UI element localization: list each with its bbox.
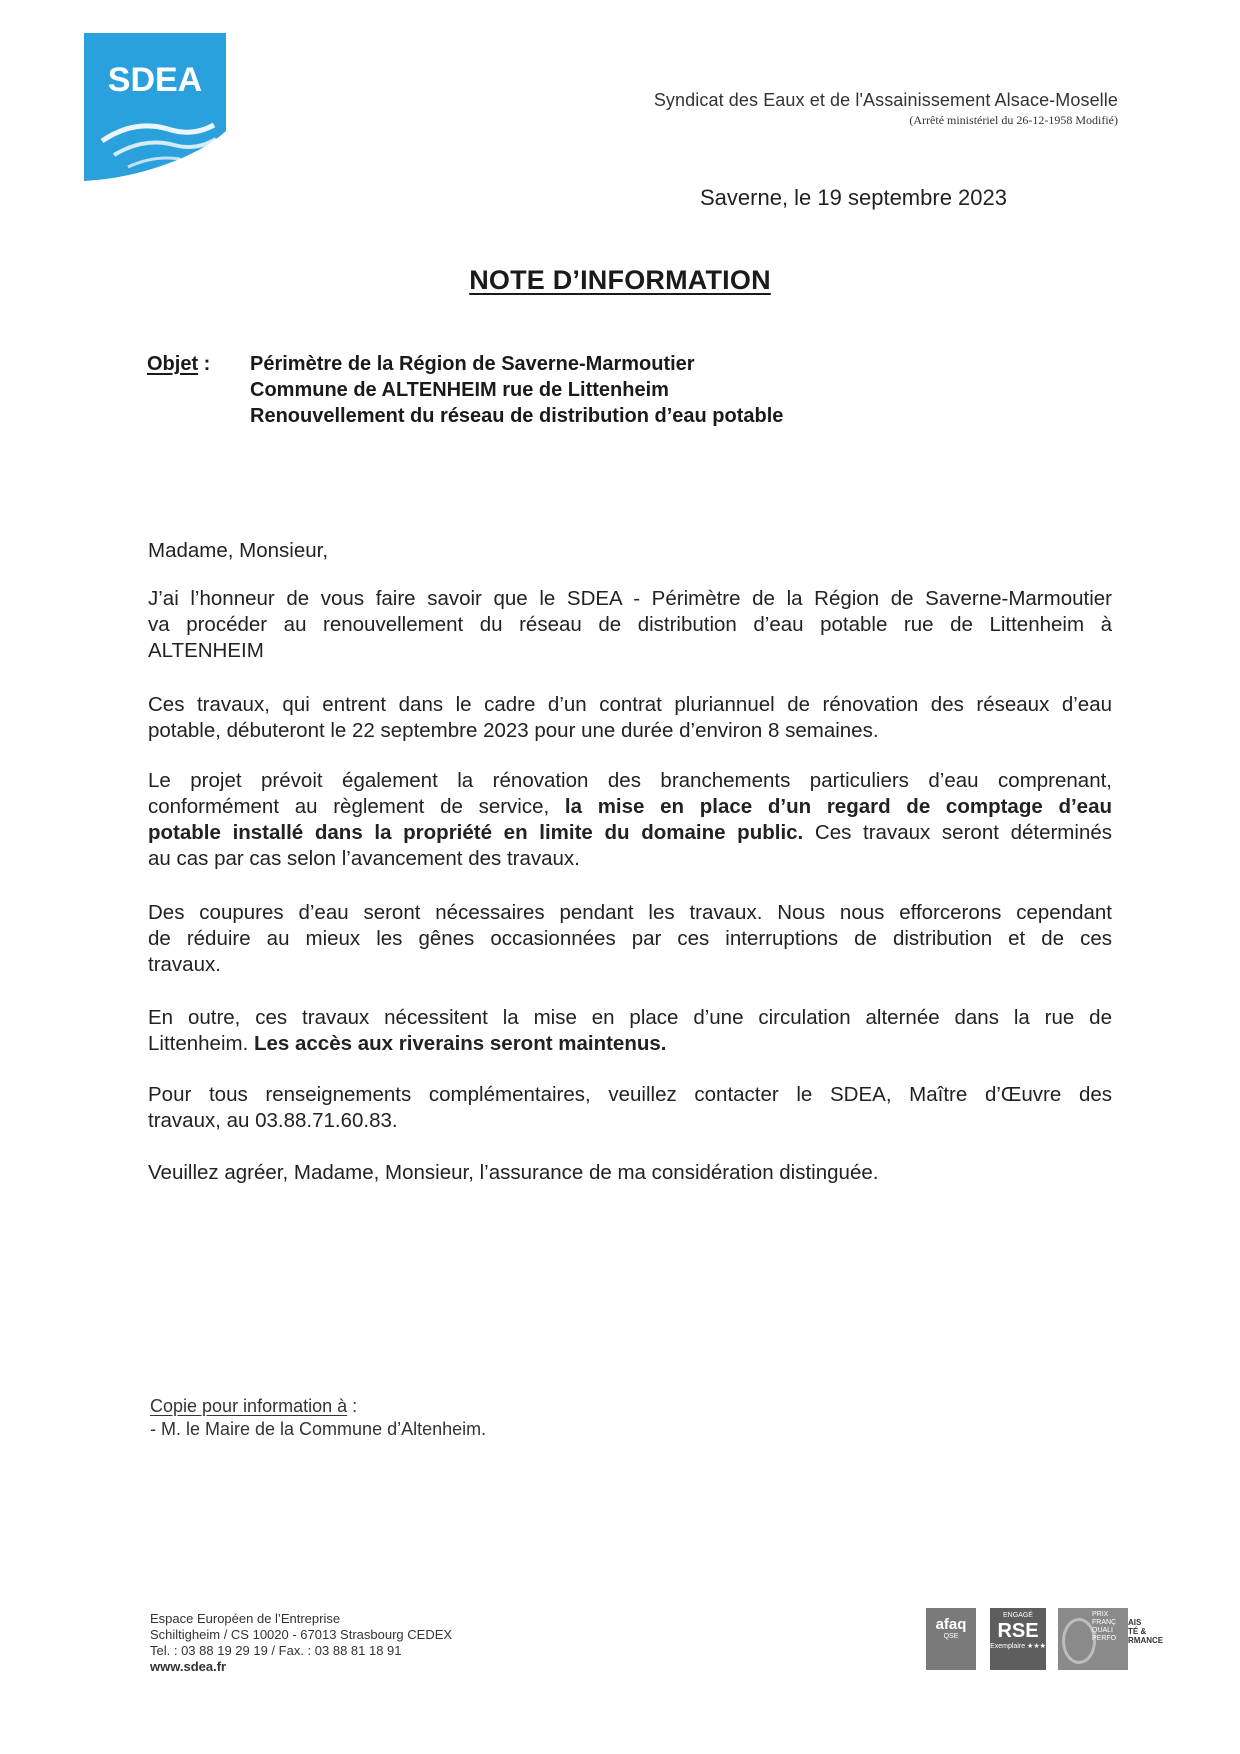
organization-decree: (Arrêté ministériel du 26-12-1958 Modifié) (909, 113, 1118, 127)
prize-text-line: QUALI (1092, 1627, 1114, 1634)
paragraph-line: Le projet prévoit également la rénovation des branchements particuliers d’eau comprenant, (148, 769, 1112, 792)
subject-line: Renouvellement du réseau de distribution d’eau potable (250, 405, 784, 427)
copy-recipient: - M. le Maire de la Commune d’Altenheim. (150, 1419, 487, 1439)
document-title: NOTE D’INFORMATION (469, 265, 771, 295)
prize-text-fragment: TÉ & (1128, 1627, 1147, 1636)
paragraph-schedule (148, 692, 1112, 744)
rse-certification-badge (990, 1608, 1046, 1670)
letter-date: Saverne, le 19 septembre 2023 (700, 185, 1007, 210)
prize-text-fragment: AIS (1128, 1618, 1142, 1627)
logo-text: SDEA (107, 61, 203, 99)
paragraph-line: Pour tous renseignements complémentaires, veuillez contacter le SDEA, Maître d’Œuvre des (148, 1083, 1112, 1106)
subject-label-text: Objet (147, 353, 199, 375)
prize-text-line: PERFO (1092, 1635, 1117, 1642)
rse-badge-sub: Exemplaire ★★★ (990, 1643, 1046, 1650)
paragraph-announcement (148, 586, 1112, 664)
prize-text (1092, 1611, 1126, 1643)
paragraph-line: Des coupures d’eau seront nécessaires pendant les travaux. Nous nous efforcerons cependant (148, 901, 1112, 924)
subject-label-colon: : (198, 353, 211, 375)
paragraph-line: ALTENHEIM (148, 639, 264, 662)
footer-address (150, 1611, 452, 1675)
organization-header (654, 90, 1118, 128)
organization-name: Syndicat des Eaux et de l'Assainissement Alsace-Moselle (653, 90, 1118, 110)
paragraph-line: au cas par cas selon l’avancement des travaux. (148, 847, 580, 870)
afaq-badge-text: afaq (935, 1616, 967, 1633)
paragraph-project (148, 768, 1112, 872)
prize-text-top: PRIX (1092, 1611, 1109, 1618)
bold-text-run: la mise en place d’un regard de comptage d’eau (564, 795, 1112, 818)
copy-notice (150, 1395, 486, 1441)
bold-text-run: Les accès aux riverains seront maintenus. (253, 1032, 667, 1055)
bold-text-run: potable installé dans la propriété en limite du domaine public. (148, 821, 804, 844)
paragraph-line: va procéder au renouvellement du réseau de distribution d’eau potable rue de Littenheim à (148, 613, 1112, 636)
footer-line: Schiltigheim / CS 10020 - 67013 Strasbourg CEDEX (150, 1627, 453, 1642)
paragraph-traffic (148, 1005, 1112, 1057)
prize-text-continuation (1128, 1618, 1163, 1645)
text-run: conformément au règlement de service, (148, 795, 565, 818)
prize-text-line: FRANÇ (1092, 1619, 1117, 1626)
paragraph-line: potable, débuteront le 22 septembre 2023 pour une durée d’environ 8 semaines. (148, 719, 879, 742)
prize-text-fragment: RMANCE (1128, 1636, 1164, 1645)
footer-line: Tel. : 03 88 19 29 19 / Fax. : 03 88 81 18 91 (150, 1643, 402, 1658)
paragraph-line (148, 820, 1112, 846)
text-run: Littenheim. (148, 1032, 254, 1055)
copy-notice-heading-text: Copie pour information à (150, 1396, 348, 1416)
salutation: Madame, Monsieur, (148, 539, 329, 562)
subject-label (147, 353, 210, 376)
paragraph-line: En outre, ces travaux nécessitent la mise en place d’une circulation alternée dans la rue de (148, 1006, 1112, 1029)
subject-line: Périmètre de la Région de Saverne-Marmoutier (250, 353, 695, 375)
subject-lines (250, 351, 783, 429)
paragraph-line: J’ai l’honneur de vous faire savoir que le SDEA - Périmètre de la Région de Saverne-Marmoutier (148, 587, 1112, 610)
sdea-logo (84, 33, 226, 181)
footer-website: www.sdea.fr (150, 1659, 227, 1674)
paragraph-water-cuts (148, 900, 1112, 978)
afaq-badge-sub: QSE (943, 1633, 959, 1640)
text-run: Ces travaux seront déterminés (803, 821, 1112, 844)
closing-formula: Veuillez agréer, Madame, Monsieur, l’assurance de ma considération distinguée. (148, 1161, 879, 1184)
afaq-certification-badge (926, 1608, 976, 1670)
rse-badge-text: RSE (997, 1620, 1039, 1642)
paragraph-line (148, 1031, 1112, 1057)
paragraph-line: travaux. (148, 953, 221, 976)
paragraph-line: travaux, au 03.88.71.60.83. (148, 1109, 398, 1132)
footer-line: Espace Européen de l’Entreprise (150, 1611, 341, 1626)
paragraph-line (148, 794, 1112, 820)
paragraph-line: de réduire au mieux les gênes occasionnées par ces interruptions de distribution et de ces (148, 927, 1112, 950)
prize-emblem-icon (1062, 1618, 1096, 1664)
subject-line: Commune de ALTENHEIM rue de Littenheim (250, 379, 669, 401)
paragraph-contact (148, 1082, 1112, 1134)
paragraph-line: Ces travaux, qui entrent dans le cadre d’un contrat pluriannuel de rénovation des réseaux d’eau (148, 693, 1112, 716)
copy-notice-heading-colon: : (347, 1396, 358, 1416)
copy-notice-heading (150, 1395, 486, 1418)
rse-badge-top: ENGAGÉ (1003, 1612, 1033, 1619)
quality-prize-badge (1058, 1608, 1128, 1670)
